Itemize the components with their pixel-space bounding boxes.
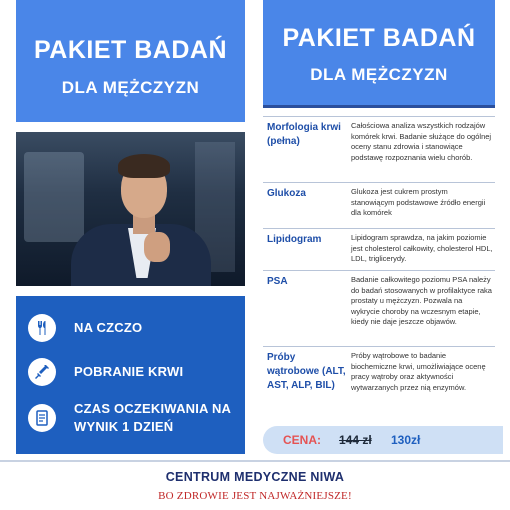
table-row (263, 228, 495, 270)
info-item-fasting (28, 314, 239, 342)
clinic-name: CENTRUM MEDYCZNE NIWA (165, 470, 345, 484)
test-description: Lipidogram sprawdza, na jakim poziomie jest cholesterol całkowity, cholesterol HDL, LDL, triglicerydy. (351, 233, 493, 263)
table-row (263, 270, 495, 346)
left-banner-title: PAKIET BADAŃ (33, 36, 228, 64)
test-description: Glukoza jest cukrem prostym stanowiącym podstawowe źródło energii dla komórek (351, 187, 486, 217)
info-label-waiting-time: CZAS OCZEKIWANIA NA WYNIK 1 DZIEŃ (74, 401, 231, 434)
footer-divider (0, 460, 510, 462)
test-name: PSA (267, 276, 288, 287)
test-name: Glukoza (267, 188, 306, 199)
photo-hair (118, 154, 170, 178)
info-label-fasting: NA CZCZO (74, 320, 143, 335)
info-label-blood-draw: POBRANIE KRWI (74, 364, 184, 379)
price-bar (263, 426, 503, 454)
photo-hand (144, 232, 170, 262)
left-title-banner (16, 0, 245, 122)
test-description: Próby wątrobowe to badanie biochemiczne krwi, umożliwiające ocenę pracy wątroby oraz aktywności wytwarzanych przez nią enzymów. (351, 351, 486, 392)
syringe-icon (28, 358, 56, 386)
old-price: 144 zł (339, 433, 372, 447)
test-description: Całościowa analiza wszystkich rodzajów komórek krwi. Badanie służące do ogólnej oceny stanu zdrowia i stanowiące podstawę rozpoznania wielu chorób. (351, 121, 492, 162)
left-banner-subtitle: DLA MĘŻCZYZN (61, 78, 200, 97)
test-description: Badanie całkowitego poziomu PSA należy do badań stosowanych w profilaktyce raka prostaty u mężczyzn. Pozwala na wykrycie choroby na wczesnym etapie, kiedy nie daje jeszcze objawów. (351, 275, 492, 326)
new-price: 130zł (391, 433, 421, 447)
info-item-waiting-time (28, 400, 239, 436)
right-banner-subtitle: DLA MĘŻCZYZN (310, 65, 448, 84)
table-row (263, 116, 495, 182)
clinic-slogan: BO ZDROWIE JEST NAJWAŻNIEJSZE! (158, 490, 352, 502)
info-panel (16, 296, 245, 454)
price-label: CENA: (283, 433, 321, 447)
photo-background-light (24, 152, 84, 242)
man-photo (16, 132, 245, 286)
fork-knife-icon (28, 314, 56, 342)
test-name: Morfologia krwi (pełna) (267, 122, 341, 147)
table-row (263, 182, 495, 228)
table-row (263, 346, 495, 412)
right-banner-title: PAKIET BADAŃ (282, 24, 476, 52)
right-title-banner (263, 0, 495, 108)
test-name: Próby wątrobowe (ALT, AST, ALP, BIL) (267, 352, 346, 391)
info-item-blood-draw (28, 358, 239, 386)
test-name: Lipidogram (267, 234, 322, 245)
document-icon (28, 404, 56, 432)
